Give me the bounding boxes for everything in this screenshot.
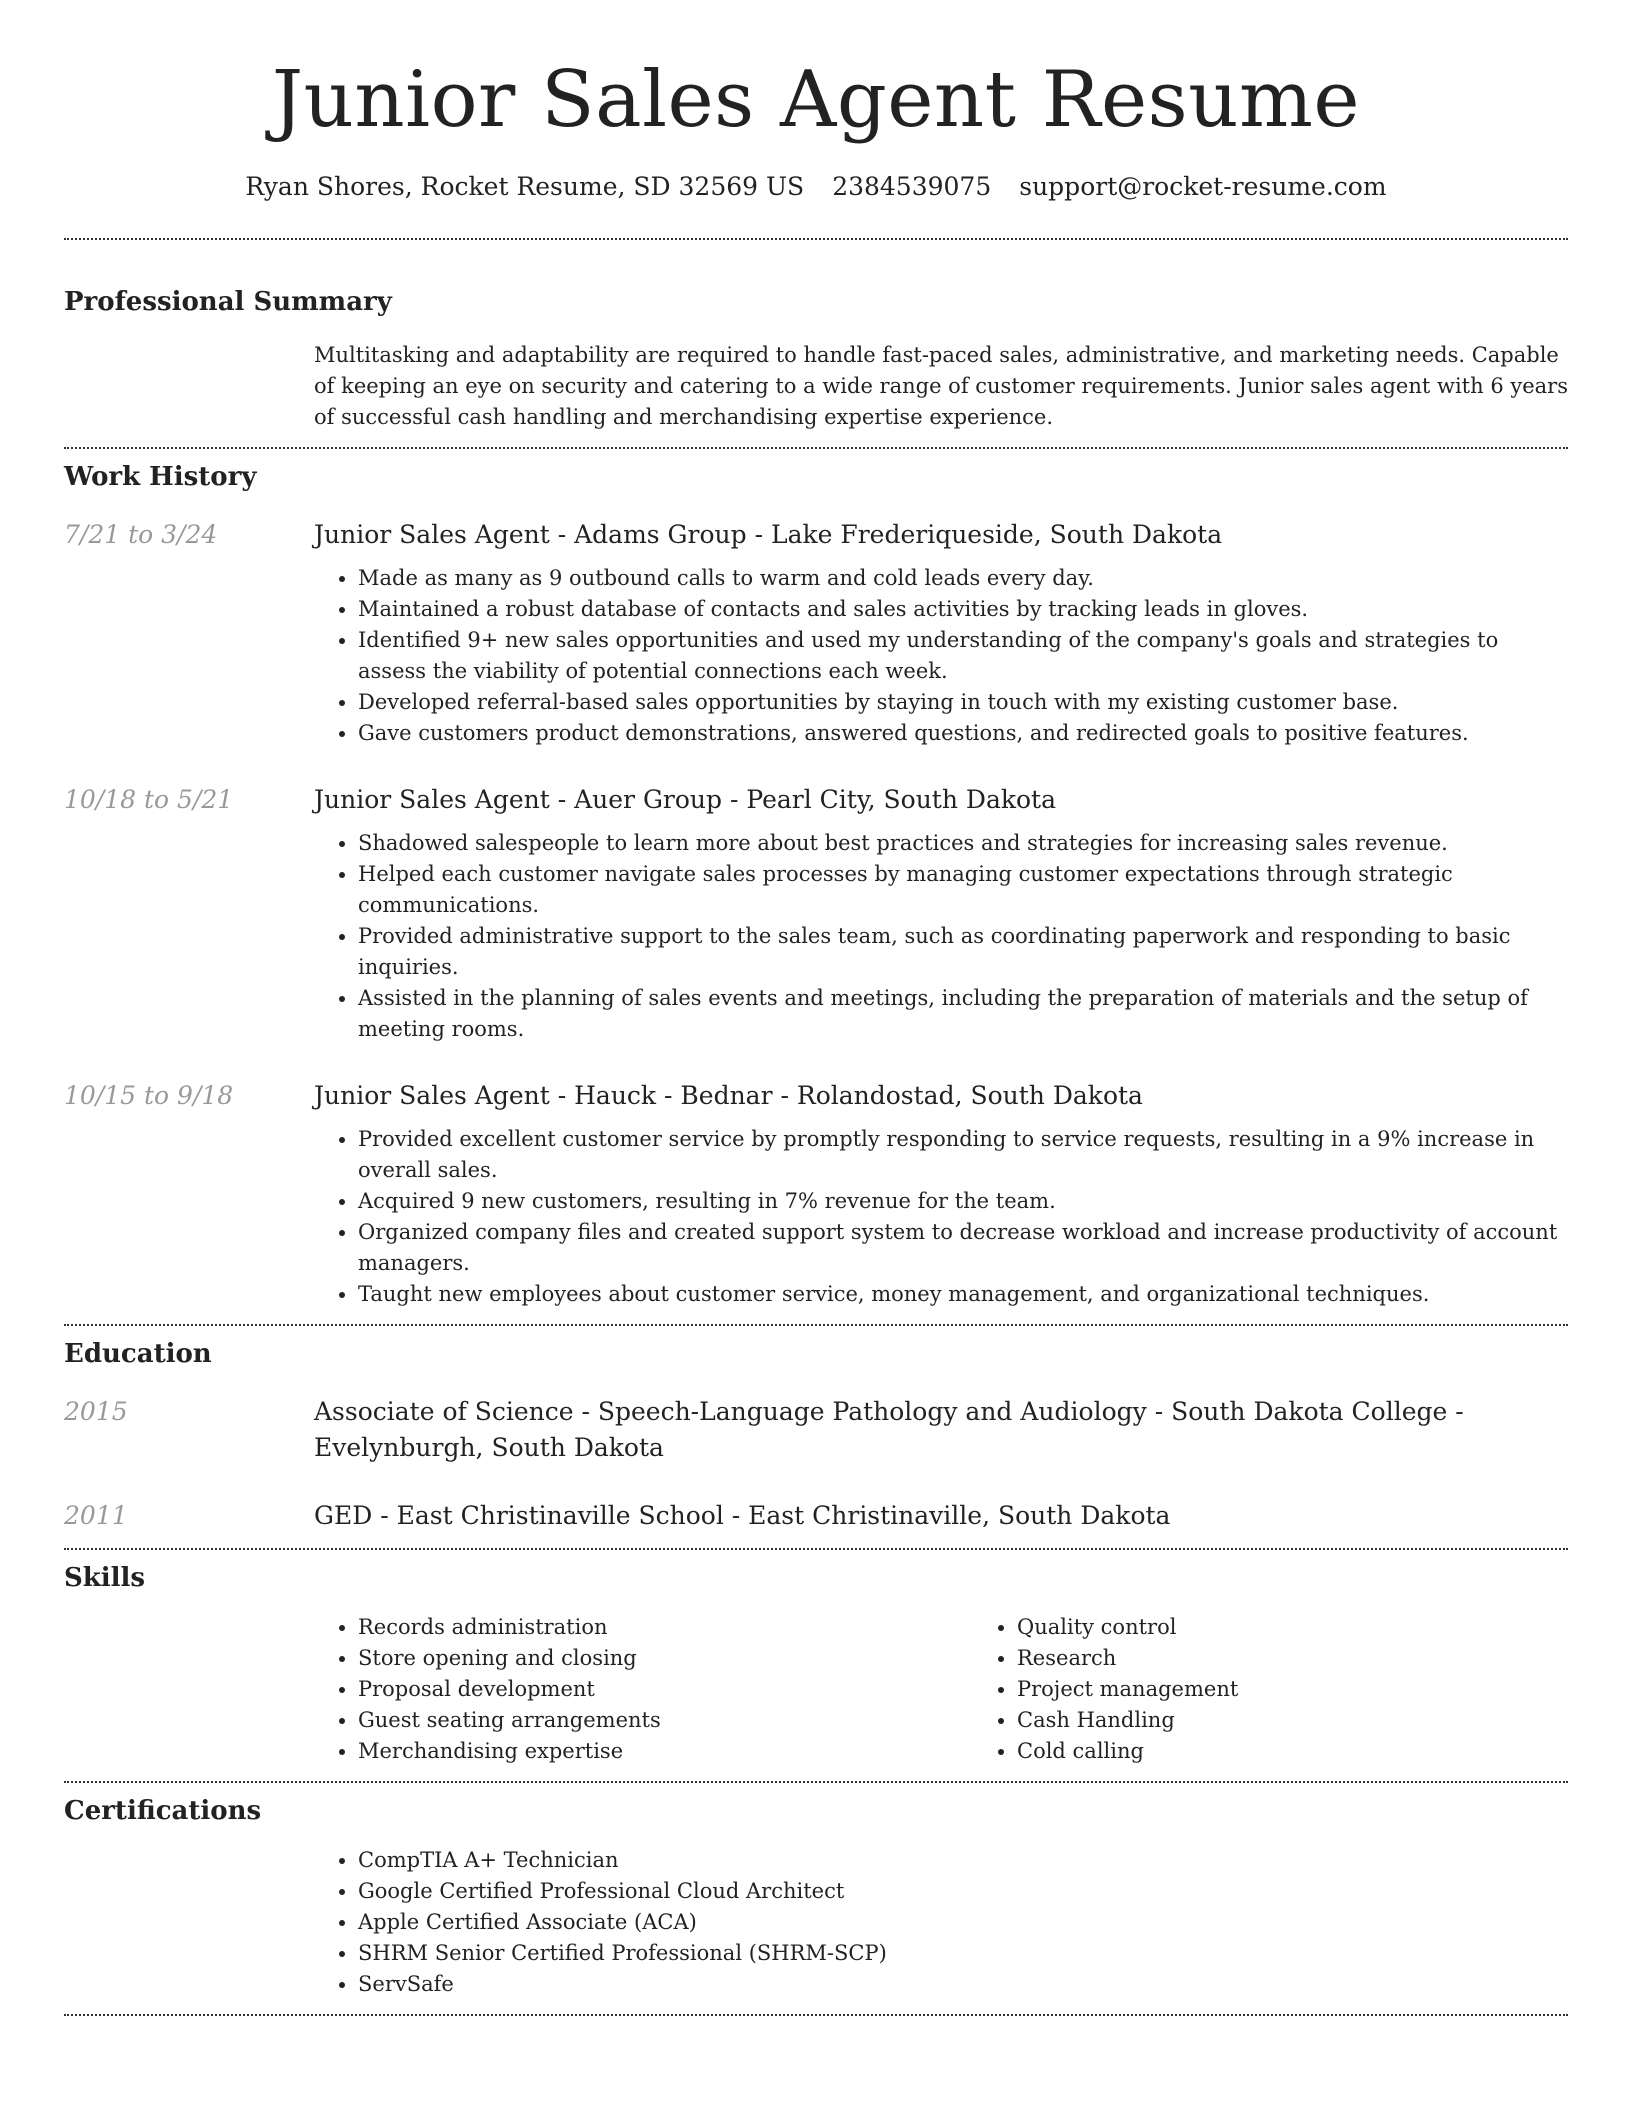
list-item: • Quality control [1017,1612,1632,1643]
certifications-section [64,1783,1568,2014]
list-item: • Developed referral-based sales opportunities by staying in touch with my existing customer base. [358,687,1568,718]
job-dates: 10/18 to 5/21 [64,785,234,814]
list-item: • Provided administrative support to the sales team, such as coordinating paperwork and responding to basic inquiries. [358,921,1568,983]
education-title [314,1394,1568,1466]
section-title-work-history: Work History [64,462,257,492]
job-bullets [314,828,1568,1045]
list-item: • Google Certified Professional Cloud Architect [358,1876,1568,1907]
list-item: • Made as many as 9 outbound calls to warm and cold leads every day. [358,563,1568,594]
list-item: • Assisted in the planning of sales events and meetings, including the preparation of materials and the setup of meeting rooms. [358,983,1568,1045]
list-item: • Project management [1017,1674,1632,1705]
education-degree: GED [314,1501,373,1530]
education-details: - East Christinaville School - East Christinaville, South Dakota [372,1501,1171,1530]
list-item: • ServSafe [358,1969,1568,2000]
certifications-list [314,1845,1568,2000]
job-entry [64,782,1568,1045]
list-item: • Provided excellent customer service by promptly responding to service requests, resulting in a 9% increase in overall sales. [358,1124,1568,1186]
section-title-education: Education [64,1339,212,1369]
education-details: - South Dakota College - Evelynburgh, South Dakota [314,1397,1464,1462]
education-title [314,1498,1568,1534]
job-title: Junior Sales Agent - Hauck - Bednar - Rolandostad, South Dakota [314,1081,1143,1110]
contact-line [64,170,1568,204]
job-dates: 7/21 to 3/24 [64,520,218,549]
work-history-section [64,449,1568,1324]
job-title: Junior Sales Agent - Auer Group - Pearl City, South Dakota [314,785,1057,814]
spacer [64,1845,314,2000]
education-entry [64,1498,1568,1534]
summary-section [64,240,1568,447]
list-item: • Records administration [358,1612,973,1643]
section-title-certifications: Certifications [64,1796,262,1826]
skills-section [64,1550,1568,1781]
list-item: • Helped each customer navigate sales processes by managing customer expectations through strategic communications. [358,859,1568,921]
list-item: • Cold calling [1017,1736,1632,1767]
divider [64,2014,1568,2016]
spacer [64,1612,314,1767]
job-title: Junior Sales Agent - Adams Group - Lake Frederiqueside, South Dakota [314,520,1223,549]
list-item: • Shadowed salespeople to learn more about best practices and strategies for increasing sales revenue. [358,828,1568,859]
list-item: • Merchandising expertise [358,1736,973,1767]
contact-address: Ryan Shores, Rocket Resume, SD 32569 US [245,172,805,201]
contact-email: support@rocket-resume.com [1019,172,1387,201]
job-bullets [314,563,1568,749]
education-degree: Associate of Science - Speech-Language Pathology and Audiology [314,1397,1147,1426]
section-title-skills: Skills [64,1563,146,1593]
job-entry [64,1078,1568,1310]
list-item: • Proposal development [358,1674,973,1705]
job-bullets [314,1124,1568,1310]
resume-title: Junior Sales Agent Resume [271,55,1361,145]
education-entry [64,1394,1568,1466]
list-item: • Cash Handling [1017,1705,1632,1736]
contact-phone: 2384539075 [832,172,992,201]
education-year: 2011 [64,1501,128,1530]
list-item: • Maintained a robust database of contacts and sales activities by tracking leads in gloves. [358,594,1568,625]
list-item: • Taught new employees about customer service, money management, and organizational techniques. [358,1279,1568,1310]
education-section [64,1326,1568,1548]
list-item: • Research [1017,1643,1632,1674]
job-entry [64,517,1568,749]
list-item: • SHRM Senior Certified Professional (SHRM-SCP) [358,1938,1568,1969]
list-item: • Store opening and closing [358,1643,973,1674]
section-title-summary: Professional Summary [64,287,392,317]
skills-list-right [973,1612,1632,1767]
skills-list-left [314,1612,973,1767]
education-year: 2015 [64,1397,128,1426]
list-item: • Identified 9+ new sales opportunities and used my understanding of the company's goals and strategies to assess the viability of potential connections each week. [358,625,1568,687]
list-item: • Organized company files and created support system to decrease workload and increase productivity of account managers. [358,1217,1568,1279]
spacer [64,340,314,433]
summary-text: Multitasking and adaptability are required to handle fast-paced sales, administrative, and marketing needs. Capable of keeping an eye on security and catering to a wide range of customer requirements. Junior sales agent with 6 years of successful cash handling and merchandising expertise experience. [314,343,1568,429]
list-item: • Apple Certified Associate (ACA) [358,1907,1568,1938]
resume-header [64,0,1568,204]
list-item: • Acquired 9 new customers, resulting in 7% revenue for the team. [358,1186,1568,1217]
list-item: • CompTIA A+ Technician [358,1845,1568,1876]
list-item: • Gave customers product demonstrations, answered questions, and redirected goals to positive features. [358,718,1568,749]
list-item: • Guest seating arrangements [358,1705,973,1736]
job-dates: 10/15 to 9/18 [64,1081,234,1110]
